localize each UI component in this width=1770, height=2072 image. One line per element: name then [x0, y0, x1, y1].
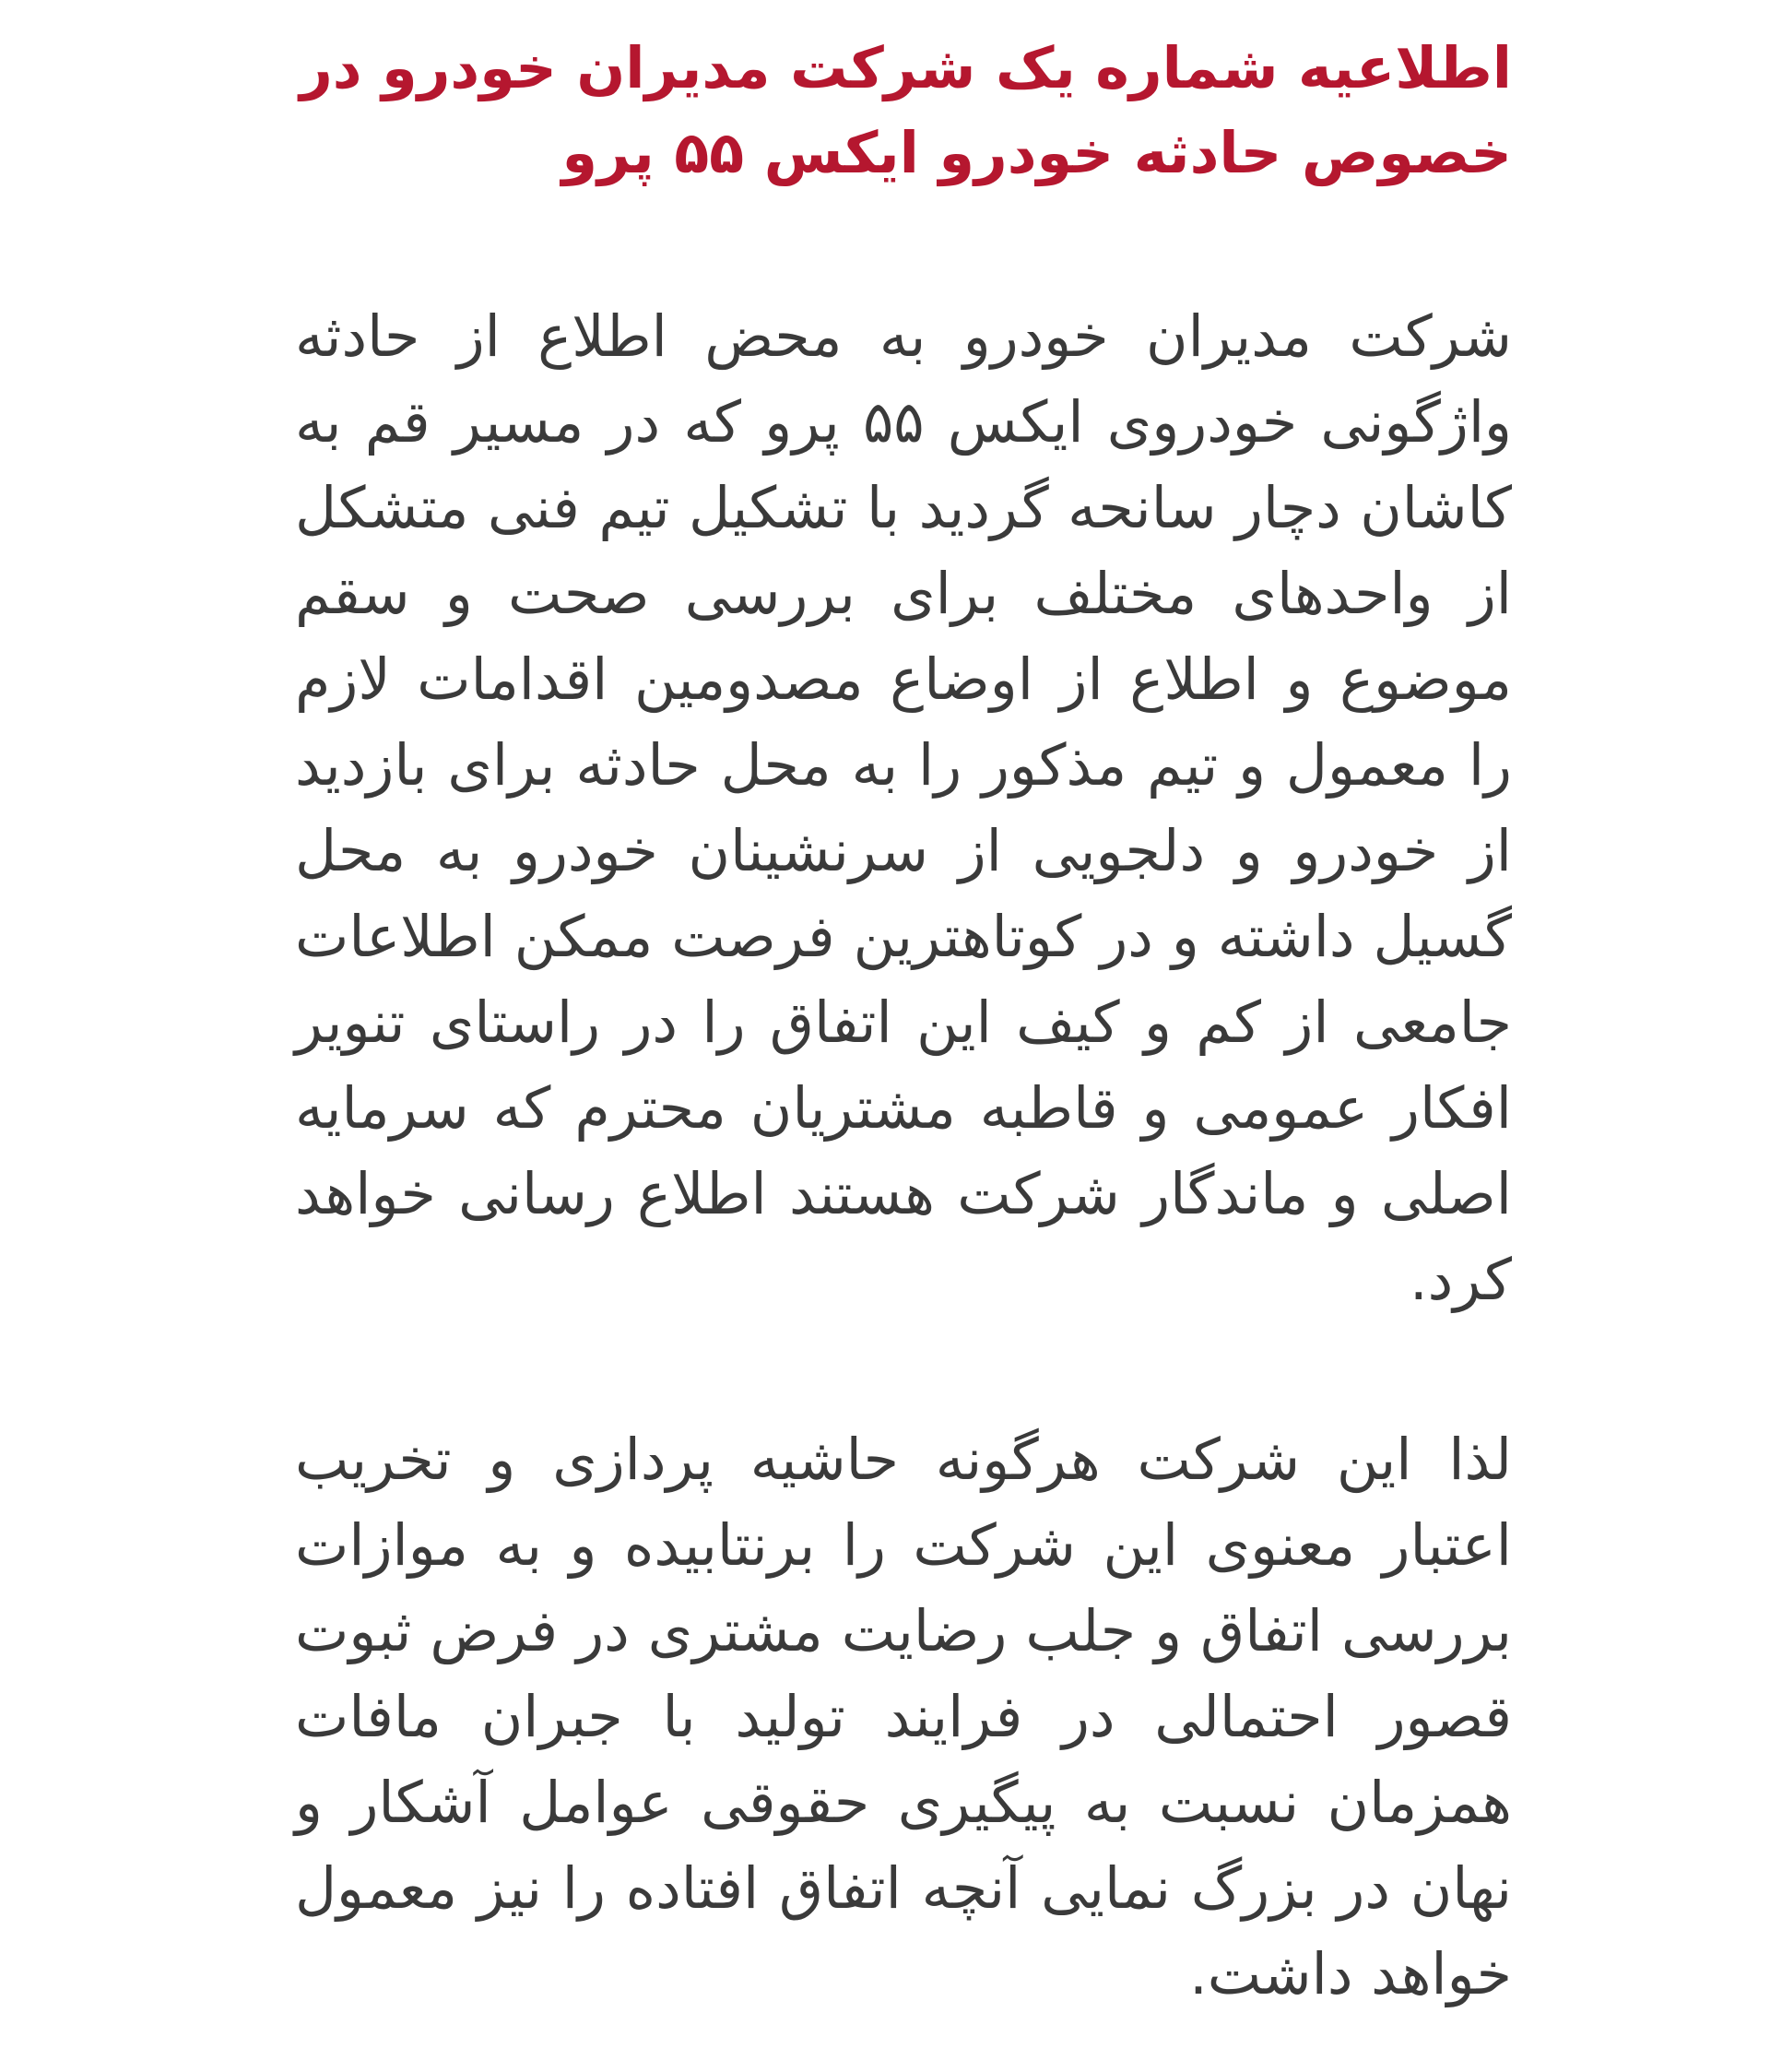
announcement-paragraph-1: شرکت مدیران خودرو به محض اطلاع از حادثه واژگونی خودروی ایکس ۵۵ پرو که در مسیر قم به کاشان دچار سانحه گردید با تشکیل تیم فنی متشکل از واحدهای مختلف برای بررسی صحت و سقم موضوع و اطلاع از اوضاع مصدومین اقدامات لازم را معمول و تیم مذکور را به محل حادثه برای بازدید از خودرو و دلجویی از سرنشینان خودرو به محل گسیل داشته و در کوتاهترین فرصت ممکن اطلاعات جامعی از کم و کیف این اتفاق را در راستای تنویر افکار عمومی و قاطبه مشتریان محترم که سرمایه اصلی و ماندگار شرکت هستند اطلاع رسانی خواهد کرد.: [295, 302, 1512, 1313]
announcement-title: اطلاعیه شماره یک شرکت مدیران خودرو در خصوص حادثه خودرو ایکس ۵۵ پرو: [300, 34, 1512, 186]
announcement-paragraph-2: لذا این شرکت هرگونه حاشیه پردازی و تخریب اعتبار معنوی این شرکت را برنتابیده و به موازات بررسی اتفاق و جلب رضایت مشتری در فرض ثبوت قصور احتمالی در فرایند تولید با جبران مافات همزمان نسبت به پیگیری حقوقی عوامل آشکار و نهان در بزرگ نمایی آنچه اتفاق افتاده را نیز معمول خواهد داشت.: [295, 1426, 1512, 2007]
announcement-page: [295, 0, 1512, 2072]
